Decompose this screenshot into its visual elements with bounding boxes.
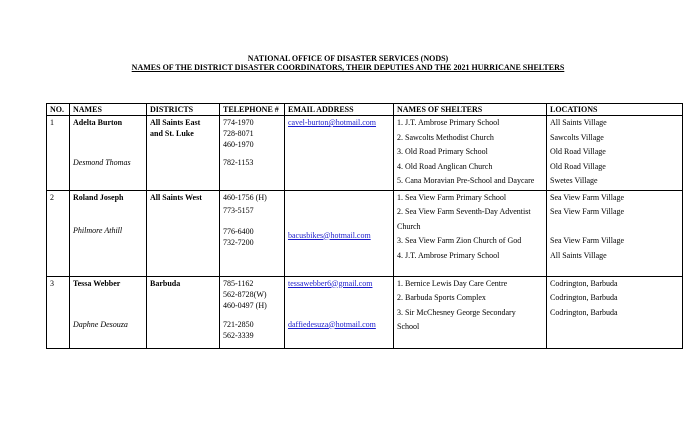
col-header-districts: DISTRICTS	[147, 104, 220, 116]
location-item: Old Road Village	[550, 147, 606, 156]
location-item	[550, 321, 682, 336]
phone-number: 721-2850	[223, 319, 254, 329]
shelter-item: 3. Sir McChesney George Secondary	[397, 307, 516, 317]
shelters-cell	[394, 190, 547, 276]
shelters-cell	[394, 116, 547, 191]
shelter-item: 1. Bernice Lewis Day Care Centre	[397, 278, 508, 288]
location-item: All Saints Village	[550, 250, 607, 260]
email-link[interactable]: cavel-burton@hotmail.com	[288, 118, 377, 127]
deputy-name: Daphne Desouza	[73, 319, 128, 329]
email-cell	[285, 116, 394, 191]
district-cell	[147, 276, 220, 348]
col-header-email: EMAIL ADDRESS	[285, 104, 394, 116]
phone-number: 562-8728(W)	[223, 289, 267, 299]
locations-cell	[547, 276, 683, 348]
email-link[interactable]: bacusbikes@hotmail.com	[288, 230, 371, 240]
shelter-item: 1. Sea View Farm Primary School	[397, 192, 507, 202]
location-item: All Saints Village	[550, 118, 607, 127]
location-item: Codrington, Barbuda	[550, 307, 618, 317]
district-name-cont: and St. Luke	[150, 129, 194, 138]
document-title: NATIONAL OFFICE OF DISASTER SERVICES (NODS)	[247, 54, 449, 63]
table-row	[47, 276, 683, 348]
col-header-no: NO.	[47, 104, 70, 116]
document-subtitle: NAMES OF THE DISTRICT DISASTER COORDINATORS, THEIR DEPUTIES AND THE 2021 HURRICANE SHELTERS	[131, 63, 565, 72]
shelter-item: 1. J.T. Ambrose Primary School	[397, 118, 500, 127]
deputy-name: Philmore Athill	[73, 225, 123, 235]
names-cell	[70, 116, 147, 191]
email-link[interactable]: daffiedesuza@hotmail.com	[288, 319, 376, 329]
email-link[interactable]: tessawebber6@gmail.com	[288, 278, 373, 288]
location-item: Sea View Farm Village	[550, 236, 625, 245]
location-item	[550, 221, 682, 236]
names-cell	[70, 276, 147, 348]
phone-number: 728-8071	[223, 129, 254, 138]
col-header-shelters: NAMES OF SHELTERS	[394, 104, 547, 116]
location-item: Old Road Village	[550, 161, 606, 171]
phone-number: 460-1756 (H)	[223, 192, 267, 202]
shelter-item: Church	[397, 221, 421, 231]
location-item: Sea View Farm Village	[550, 192, 625, 202]
row-number: 2	[47, 190, 70, 276]
location-item: Sawcolts Village	[550, 132, 604, 142]
email-cell	[285, 190, 394, 276]
phone-number: 773-5157	[223, 205, 254, 215]
coordinator-name: Tessa Webber	[73, 278, 121, 288]
coordinator-name: Roland Joseph	[73, 192, 124, 202]
district-cell	[147, 116, 220, 191]
location-item: Sea View Farm Village	[550, 207, 625, 216]
shelter-item: 5. Cana Moravian Pre-School and Daycare	[397, 176, 535, 185]
shelters-table	[46, 103, 683, 349]
shelter-item: 4. J.T. Ambrose Primary School	[397, 250, 500, 260]
phone-number: 782-1153	[223, 158, 254, 167]
shelters-cell	[394, 276, 547, 348]
col-header-telephone: TELEPHONE #	[220, 104, 285, 116]
locations-cell	[547, 190, 683, 276]
email-cell	[285, 276, 394, 348]
row-number: 1	[47, 116, 70, 191]
table-row	[47, 116, 683, 191]
shelter-item: 3. Old Road Primary School	[397, 147, 488, 156]
district-name: All Saints West	[150, 192, 202, 202]
shelter-item: School	[397, 322, 420, 331]
location-item: Swetes Village	[550, 176, 598, 185]
district-cell	[147, 190, 220, 276]
table-row	[47, 190, 683, 276]
phone-number: 732-7200	[223, 237, 254, 247]
row-number: 3	[47, 276, 70, 348]
shelter-item: 2. Sea View Farm Seventh-Day Adventist	[397, 207, 531, 216]
shelter-item: 3. Sea View Farm Zion Church of God	[397, 236, 522, 245]
table-header-row	[47, 104, 683, 116]
shelter-item: 2. Barbuda Sports Complex	[397, 293, 486, 302]
deputy-name: Desmond Thomas	[73, 158, 131, 167]
phone-number: 776-6400	[223, 226, 254, 236]
coordinator-name: Adelta Burton	[73, 118, 123, 127]
telephone-cell	[220, 276, 285, 348]
phone-number: 460-0497 (H)	[223, 300, 267, 310]
phone-number: 460-1970	[223, 140, 254, 149]
location-item: Codrington, Barbuda	[550, 293, 618, 302]
col-header-locations: LOCATIONS	[547, 104, 683, 116]
phone-number: 562-3339	[223, 330, 254, 340]
shelter-item: 4. Old Road Anglican Church	[397, 161, 493, 171]
phone-number: 785-1162	[223, 278, 254, 288]
phone-number: 774-1970	[223, 118, 254, 127]
names-cell	[70, 190, 147, 276]
locations-cell	[547, 116, 683, 191]
shelter-item: 2. Sawcolts Methodist Church	[397, 132, 494, 142]
location-item: Codrington, Barbuda	[550, 278, 618, 288]
telephone-cell	[220, 190, 285, 276]
district-name: Barbuda	[150, 278, 181, 288]
telephone-cell	[220, 116, 285, 191]
district-name: All Saints East	[150, 118, 201, 127]
col-header-names: NAMES	[70, 104, 147, 116]
